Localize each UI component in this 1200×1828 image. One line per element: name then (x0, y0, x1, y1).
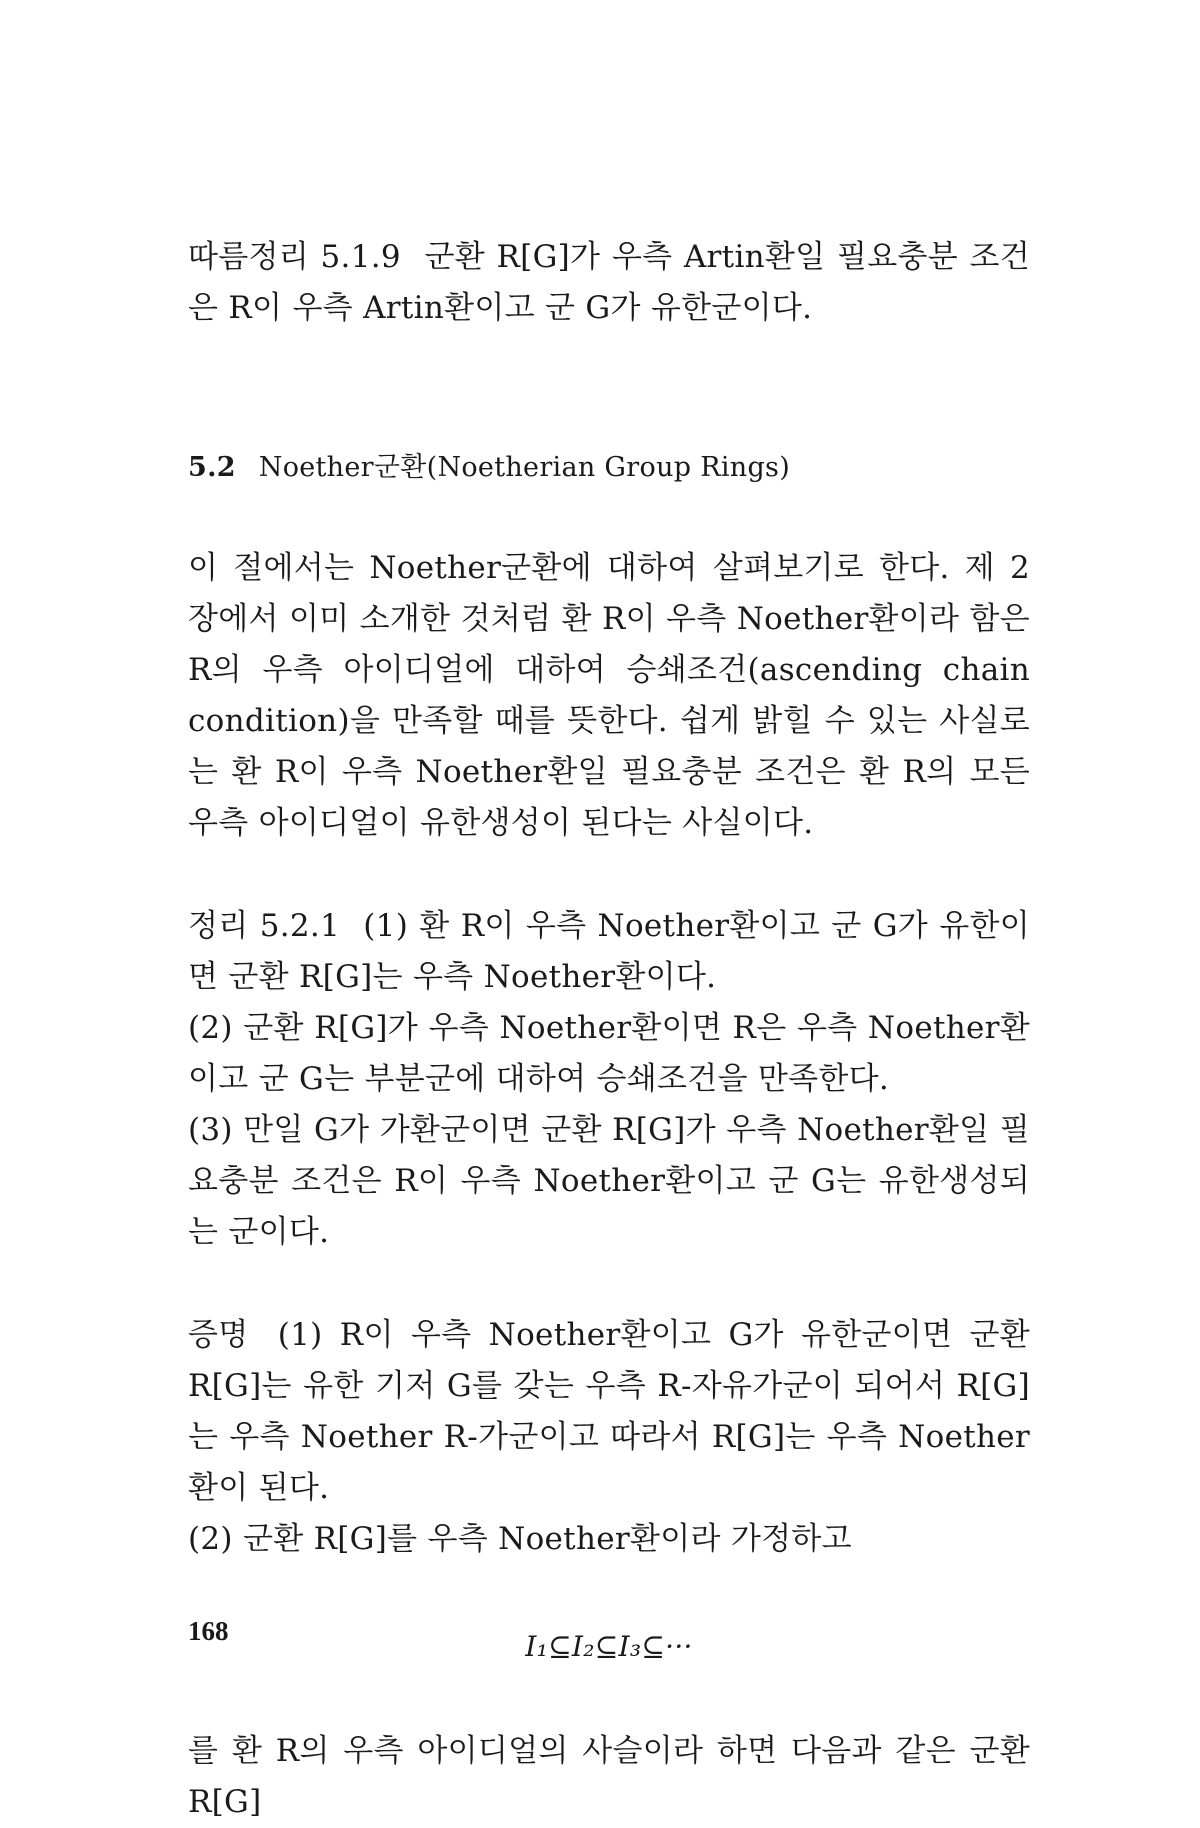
theorem-item-3: (3) 만일 G가 가환군이면 군환 R[G]가 우측 Noether환일 필요충분 조건은 R이 우측 Noether환이고 군 G는 유한생성되는 군이다. (188, 1112, 1030, 1250)
corollary-text: 군환 R[G]가 우측 Artin환일 필요충분 조건은 R이 우측 Artin환이고 군 G가 유한군이다. (188, 239, 1030, 326)
page-number: 168 (188, 1616, 229, 1646)
ideal-chain-formula: I₁⊆I₂⊆I₃⊆··· (525, 1630, 693, 1663)
theorem-label: 정리 5.2.1 (188, 908, 341, 944)
proof-continuation: 를 환 R의 우측 아이디얼의 사슬이라 하면 다음과 같은 군환 R[G] (188, 1733, 1030, 1820)
theorem-item-1 (188, 901, 1030, 1003)
section-number: 5.2 (188, 452, 236, 483)
theorem-item-2: (2) 군환 R[G]가 우측 Noether환이면 R은 우측 Noether환이고 군 G는 부분군에 대하여 승쇄조건을 만족한다. (188, 1010, 1030, 1097)
theorem-5-2-1 (188, 901, 1030, 1258)
theorem-item-1-text: (1) 환 R이 우측 Noether환이고 군 G가 유한이면 군환 R[G]는 우측 Noether환이다. (188, 908, 1030, 995)
proof (188, 1310, 1030, 1828)
section-title: Noether군환(Noetherian Group Rings) (258, 452, 791, 483)
corollary-label: 따름정리 5.1.9 (188, 239, 401, 275)
intro-paragraph: 이 절에서는 Noether군환에 대하여 살펴보기로 한다. 제 2 장에서 이미 소개한 것처럼 환 R이 우측 Noether환이라 함은 R의 우측 아이디얼에 대하여 승쇄조건(ascending chain condition)을 만족할 때를 뜻한다. 쉽게 밝힐 수 있는 사실로는 환 R이 우측 Noether환일 필요충분 조건은 환 R의 모든 우측 아이디얼이 유한생성이 된다는 사실이다. (188, 550, 1030, 841)
proof-part-1-text: (1) R이 우측 Noether환이고 G가 유한군이면 군환 R[G]는 유한 기저 G를 갖는 우측 R-자유가군이 되어서 R[G]는 우측 Noether R-가군이고 따라서 R[G]는 우측 Noether환이 된다. (188, 1317, 1030, 1506)
corollary-5-1-9 (188, 232, 1030, 334)
proof-part-1 (188, 1310, 1030, 1514)
section-heading (188, 442, 1030, 493)
proof-label: 증명 (188, 1317, 249, 1353)
page-content (188, 232, 1030, 1828)
proof-part-2: (2) 군환 R[G]를 우측 Noether환이라 가정하고 (188, 1521, 852, 1557)
